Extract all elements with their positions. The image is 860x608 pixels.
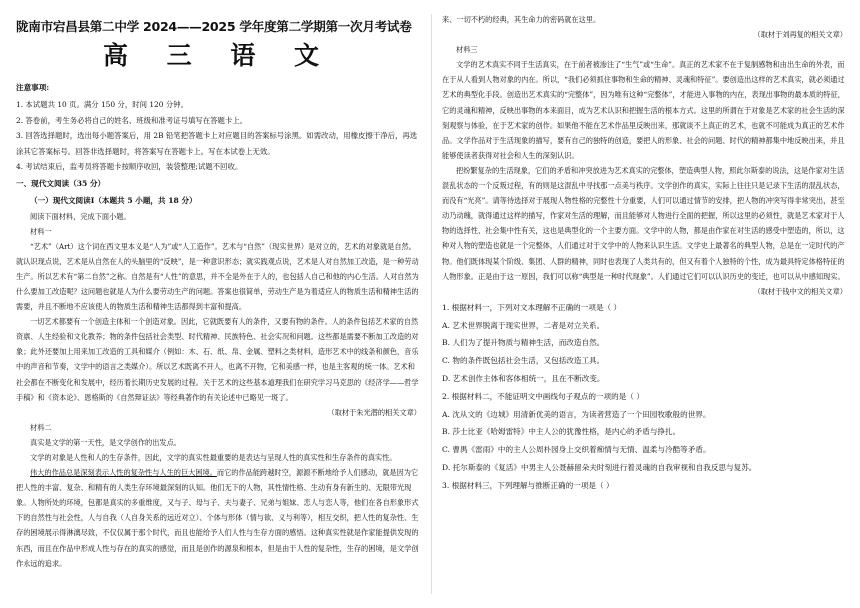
question-option: A. 艺术世界脱离于现实世界，二者是对立关系。: [442, 320, 605, 330]
note-item: 3. 回答选择题时，选出每小题答案后，用 2B 铅笔把答题卡上对应题目的答案标号涂黑。如需改动，用橡皮擦干净后，再选涂其它答案标号。回答非选择题时，将答案写在答题卡上。写在本试卷上无效。: [16, 131, 418, 156]
question-stem: 1. 根据材料一，下列对文本理解不正确的一项是（ ）: [442, 302, 622, 312]
underlined-sentence: 伟大的作品总是深刻表示人性的复杂性与人生的巨大困境。: [30, 468, 217, 478]
material1-paragraph: “艺术”（Art）这个词在西文里本义是“人为”或“人工造作”。艺术与“自然”（现实世界）是对立的，艺术的对象就是自然。就认识现点说，艺术是从自然在人的头脑里的“反映”，是一种意识形态；就实践观点说，艺术是人对自然加工改造，是一种劳动生产。所以艺术有“第二自然”之称。自然是有“人性”的意思，并不全是外在于人的，也包括人自己和他的内心生活。人对自然为什么要加工改造呢？这问题也就是人为什么要劳动生产的问题。答案也很简单，劳动生产是为着适应人的物质生活和精神生活的需要，并且不断地不应该使人的物质生活和精神生活都得到丰富和提高。: [16, 241, 419, 312]
question-option: D. 托尔斯泰的《复活》中男主人公聂赫留朵夫时刻进行着灵魂的自我审视和自我反思与复苏。: [442, 462, 757, 472]
material2-label: 材料二: [30, 422, 52, 432]
material3-paragraph: 文学的艺术真实不同于生活真实，在于前者被渗注了“生气”或“生命”。真正的艺术家不在于复制感物和由出生命的外表，而在于从人看到人物对象的内在。所以，“我们必须抓住事物和生命的精神、灵魂和特征”。要创造出这样的艺术真实，就必须通过艺术的典型化手段。创造出艺术真实的“完整体”，因为唯有这种“完整体”，才能进入事物的内在，表现出事物的最本质的特征，它的灵魂和精神，反映出事物的本来面目，成为艺术认识和把握生活的根本方式。这里的所谓在于对象是艺术家的社会生活的深刻观察与体验，在于艺术家的创作。如果他不能在艺术作品里反映出来，那就谈不上真正的艺术，也就不可能成为真正的艺术作品。文学作品对于生活现象的描写，要有自己的独特的创造，要把人的形象、社会的问题、时代的精神都集中地反映出来，并且能够使读者获得对社会和人生的深刻认识。: [442, 60, 845, 160]
right-column: [442, 0, 847, 495]
notes-title: 注意事项:: [16, 83, 50, 92]
column-divider: [431, 14, 432, 594]
material2-continuation: 来、一切不朽的经典，其生命力的密码就在这里。: [442, 15, 601, 24]
note-item: 2. 答卷前，考生务必将自己的姓名、班级和准考证号填写在答题卡上。: [16, 115, 248, 125]
question-option: C. 曹禺《雷雨》中的主人公周朴园身上交织着痴情与无情、温柔与冷酷等矛盾。: [442, 445, 711, 455]
note-item: 4. 考试结束后，监考员将答题卡按顺序收回，装袋整理;试题不回收。: [16, 162, 243, 171]
material1-source: （取材于朱光潜的相关文章）: [327, 407, 421, 417]
material3-label: 材料三: [456, 45, 478, 55]
material3-paragraph: 把纷繁复杂的生活现象，它们的矛盾和冲突放进为艺术真实的完整体，塑造典型人物，照此尔斯泰的说法，这是作家对生活混乱状态的一个反叛过程，有的则是这混乱中寻找那一点美与秩序。文学创作的真实，实际上往往只是记录下生活的混乱状态，而没有“光亮”。请等待选择对于展现人物性格的完整性十分重要，人们可以通过情节的安排，把人物的冲突写得非常突出，甚至动乃动魄，就得通过这样的描写，作家对生活的理解，而且能够对人物进行全面的把握，所以这里的必须性，就是艺术家对于人物的选择性、社会集中性有关，这也是典型化的一个主要方面。文学中的人物，都是由作家在对生活的感受中塑造的，所以，这种对人物的塑造也就是一个完整体，人们通过对于文学中的人物来认识生活。文学史上最著名的典型人物，总是在一定时代的产物。他们既体现某个阶级、集团、人群的精神，同时也表现了人类共有的，但又有着个人独特的个性，成为最具特定体格特征的人物形象。正是由于这一原因，我们可以称“典型是一种时代现象”。人们通过它们可以认识历史的变迁，也可以从中感知现实。: [442, 165, 845, 281]
subsection-title: （一）现代文阅读Ⅰ（本题共 5 小题，共 18 分）: [30, 195, 197, 205]
instruction: 阅读下面材料，完成下面小题。: [30, 211, 131, 221]
material3-source: （取材于钱中文的相关文章）: [753, 286, 847, 296]
material2-source: （取材于刘再复的相关文章）: [753, 30, 847, 40]
question-option: B. 人们为了提升物质与精神生活，而改造自然。: [442, 338, 605, 348]
question-option: B. 莎士比亚《哈姆雷特》中主人公的犹豫性格，是内心的矛盾与挣扎。: [442, 427, 681, 437]
subject-title: 高 三 语 文: [102, 41, 335, 70]
material2-paragraph: 真实是文学的第一天性，是文学创作的出发点。: [30, 437, 181, 447]
question-option: D. 艺术创作主体和客体相统一，且在不断改变。: [442, 373, 605, 383]
material1-paragraph: 一切艺术都要有一个创造主体和一个创造对象。因此，它就既要有人的条件，又要有物的条件。人的条件包括艺术家的自然资禀、人生经验和文化教养；物的条件包括社会类型、时代精神、民族特色、社会实况和问题。这些都是需要不断加工改造的对象；此外还要加上用来加工改造的工具和媒介（例如：木、石、纸、帛、金属、塑料之类材料，造形艺术中的线条和颜色，音乐中的声音和节奏，文学中的语言之类媒介）。所以艺术既离不开人，也离不开物，它和美感一样，也是主客观的统一体。艺术和社会都在不断变化和发展中，经历着长期历史发展的过程。关于艺术的这些基本道理我们在研究学习马克思的《经济学——哲学手稿》和《资本论》、恩格斯的《自然辩证法》等经典著作的有关论述中已略见一斑了。: [16, 317, 419, 402]
question-stem: 2. 根据材料二，不能证明文中画线句子观点的一项的是（ ）: [442, 391, 644, 401]
question-option: A. 沈从文的《边城》用清新优美的语言，为读者营造了一个田园牧歌般的世界。: [442, 409, 711, 419]
left-column: [16, 0, 421, 571]
material2-paragraph: 伟大的作品总是深刻表示人性的复杂性与人生的巨大困境。而它的作品能跨越时空，源源不断地给予人们感动，就是因为它把人性的丰富、复杂、和精有的人类生存环境最深刻的认知。他们无下的人物，其性情性格、生动有身有新生的、无限带光现象。人物所处的环境，包都是真实的多重维度，又与子、母与子、夫与妻子、兄弟与姐妹、恋人与恋人等，他们在各自形象形式下的自然性与社会性，人与自我（人自身关系的远近对立）、个体与形体（情与欲、义与利等），相互交织，把人性的复杂性、生存的困境展示得淋漓尽致，不仅仅属于那个时代，而且也能给予人们人性与生存方面的感悟。这种真实性就是作家能提供发现的东西，而且在作品中形成人性与存在的真实的感觉，而且是创作的源泉和根本，但是由于人性的复杂性，生存的困境，是文学创作永远的追求。: [16, 468, 419, 568]
note-item: 1. 本试题共 10 页。满分 150 分，时间 120 分钟。: [16, 100, 188, 109]
question-stem: 3. 根据材料三，下列理解与推断正确的一项是（ ）: [442, 480, 614, 490]
school-title: 陇南市宕昌县第二中学 2024——2025 学年度第二学期第一次月考试卷: [16, 19, 412, 34]
material1-label: 材料一: [30, 226, 52, 236]
section-title: 一、现代文阅读（35 分）: [16, 178, 106, 188]
question-option: C. 物的条件既包括社会生活，又包括改造工具。: [442, 356, 605, 366]
material2-paragraph: 文学的对象是人性和人的生存条件，因此，文学的真实性最重要的是表达与呈现人性的真实性和生存条件的真实性。: [30, 453, 397, 462]
